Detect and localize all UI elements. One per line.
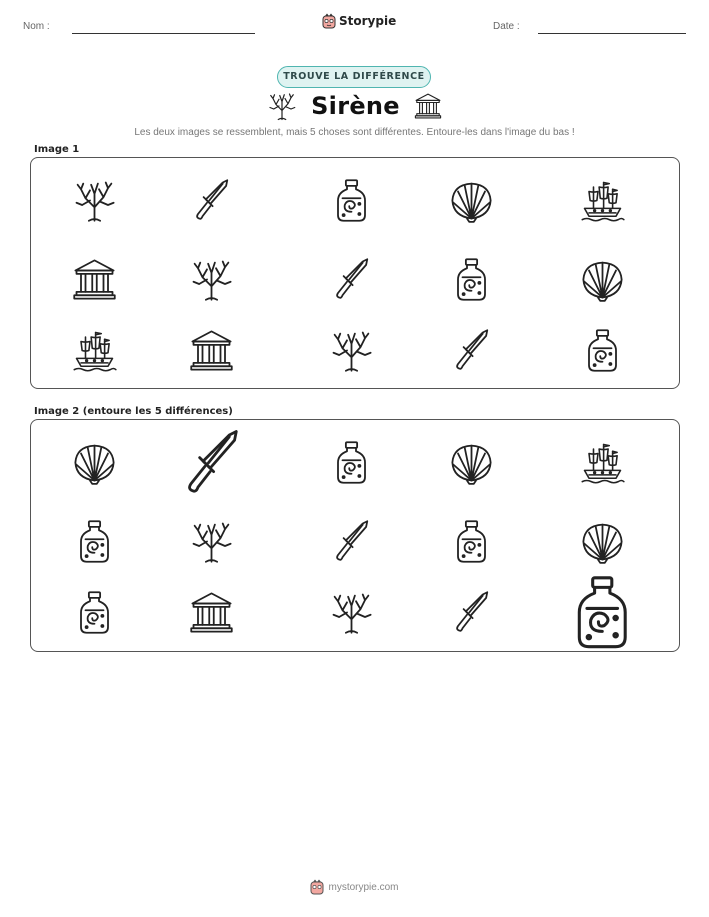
image2-bottle-icon[interactable] bbox=[72, 519, 117, 564]
brand-logo bbox=[322, 13, 396, 29]
shell-icon bbox=[580, 257, 625, 302]
image2-ship-icon[interactable] bbox=[580, 440, 625, 485]
bottle-icon bbox=[329, 440, 374, 485]
dagger-icon bbox=[177, 428, 247, 498]
image2-bottle-icon[interactable] bbox=[72, 590, 117, 635]
activity-badge: TROUVE LA DIFFÉRENCE bbox=[277, 66, 431, 88]
ship-icon bbox=[580, 440, 625, 485]
image2-bottle-icon[interactable] bbox=[564, 574, 641, 651]
date-label: Date : bbox=[493, 21, 520, 32]
name-line[interactable] bbox=[72, 33, 255, 34]
image1-dagger-icon bbox=[449, 328, 494, 373]
dagger-icon bbox=[189, 178, 234, 223]
bottle-icon bbox=[564, 574, 641, 651]
image1-bottle-icon bbox=[449, 257, 494, 302]
ship-icon bbox=[72, 328, 117, 373]
image2-coral-icon[interactable] bbox=[329, 590, 374, 635]
storypie-logo-icon bbox=[310, 879, 324, 895]
temple-icon bbox=[189, 590, 234, 635]
image2-label: Image 2 (entoure les 5 différences) bbox=[34, 406, 233, 417]
title-row bbox=[0, 91, 709, 121]
footer bbox=[0, 879, 709, 895]
image2-bottle-icon[interactable] bbox=[329, 440, 374, 485]
image1-bottle-icon bbox=[580, 328, 625, 373]
page-title: Sirène bbox=[311, 92, 400, 120]
temple-icon bbox=[189, 328, 234, 373]
image1-frame bbox=[30, 157, 680, 389]
image2-frame[interactable] bbox=[30, 419, 680, 652]
bottle-icon bbox=[329, 178, 374, 223]
bottle-icon bbox=[72, 519, 117, 564]
image1-coral-icon bbox=[72, 178, 117, 223]
image1-coral-icon bbox=[329, 328, 374, 373]
image2-dagger-icon[interactable] bbox=[449, 590, 494, 635]
image1-temple-icon bbox=[189, 328, 234, 373]
shell-icon bbox=[72, 440, 117, 485]
coral-icon bbox=[189, 519, 234, 564]
coral-icon bbox=[329, 590, 374, 635]
image1-temple-icon bbox=[72, 257, 117, 302]
shell-icon bbox=[449, 440, 494, 485]
image1-bottle-icon bbox=[329, 178, 374, 223]
image1-ship-icon bbox=[580, 178, 625, 223]
image2-coral-icon[interactable] bbox=[189, 519, 234, 564]
bottle-icon bbox=[580, 328, 625, 373]
image2-temple-icon[interactable] bbox=[189, 590, 234, 635]
name-label: Nom : bbox=[23, 21, 50, 32]
instructions: Les deux images se ressemblent, mais 5 choses sont différentes. Entoure-les dans l'image du bas ! bbox=[134, 127, 575, 138]
image2-dagger-icon[interactable] bbox=[329, 519, 374, 564]
image1-label: Image 1 bbox=[34, 144, 80, 155]
image2-shell-icon[interactable] bbox=[449, 440, 494, 485]
coral-icon bbox=[72, 178, 117, 223]
bottle-icon bbox=[449, 519, 494, 564]
footer-site: mystorypie.com bbox=[328, 881, 399, 893]
image2-dagger-icon[interactable] bbox=[177, 428, 247, 498]
image2-bottle-icon[interactable] bbox=[449, 519, 494, 564]
image2-shell-icon[interactable] bbox=[72, 440, 117, 485]
image1-coral-icon bbox=[189, 257, 234, 302]
dagger-icon bbox=[449, 328, 494, 373]
dagger-icon bbox=[329, 519, 374, 564]
image1-dagger-icon bbox=[189, 178, 234, 223]
coral-icon bbox=[189, 257, 234, 302]
bottle-icon bbox=[72, 590, 117, 635]
brand-name: Storypie bbox=[339, 14, 397, 28]
dagger-icon bbox=[449, 590, 494, 635]
bottle-icon bbox=[449, 257, 494, 302]
temple-icon bbox=[414, 92, 442, 120]
image1-dagger-icon bbox=[329, 257, 374, 302]
shell-icon bbox=[449, 178, 494, 223]
coral-icon bbox=[329, 328, 374, 373]
image1-shell-icon bbox=[580, 257, 625, 302]
temple-icon bbox=[72, 257, 117, 302]
storypie-logo-icon bbox=[322, 13, 336, 29]
image2-shell-icon[interactable] bbox=[580, 519, 625, 564]
dagger-icon bbox=[329, 257, 374, 302]
image1-shell-icon bbox=[449, 178, 494, 223]
coral-icon bbox=[267, 91, 297, 121]
image1-ship-icon bbox=[72, 328, 117, 373]
date-line[interactable] bbox=[538, 33, 686, 34]
shell-icon bbox=[580, 519, 625, 564]
ship-icon bbox=[580, 178, 625, 223]
